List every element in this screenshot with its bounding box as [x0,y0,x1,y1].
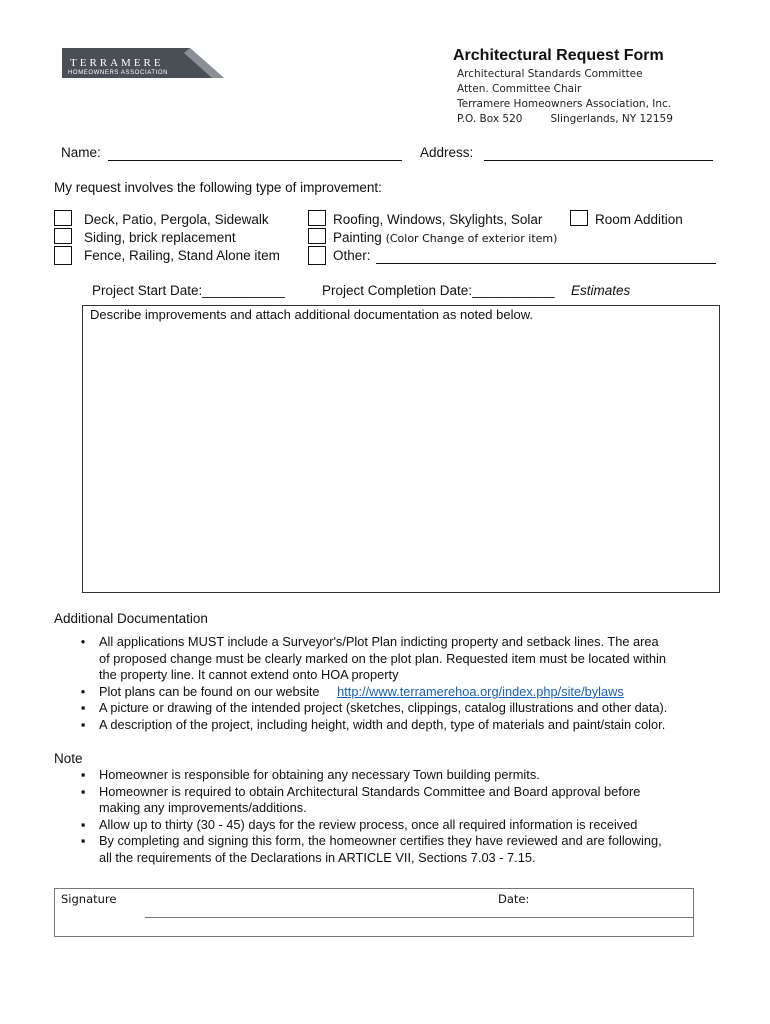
option-deck-patio: Deck, Patio, Pergola, Sidewalk [84,212,269,227]
signature-box [54,888,694,937]
painting-label: Painting [333,230,382,245]
item-line: all the requirements of the Declarations in ARTICLE VII, Sections 7.03 - 7.15. [99,849,536,865]
item-text: Allow up to thirty (30 - 45) days for the review process, once all required information is received [99,816,638,832]
date-label: Date: [498,892,530,906]
note-heading: Note [54,751,83,766]
painting-checkbox[interactable] [308,228,326,244]
list-item [76,767,736,784]
project-start-date[interactable]: Project Start Date:___________ [92,283,285,298]
painting-note: (Color Change of exterior item) [385,232,558,245]
city-state-zip: Slingerlands, NY 12159 [550,113,673,125]
room-addition-checkbox[interactable] [570,210,588,226]
bullet-icon: ▪ [80,783,86,799]
option-other: Other: [333,248,371,263]
item-text: A picture or drawing of the intended project (sketches, clippings, catalog illustrations and other data). [99,700,668,716]
list-item [76,684,736,701]
name-label: Name: [61,145,101,160]
logo-name: TERRAMERE [70,57,164,69]
description-textarea[interactable] [82,305,720,593]
attention-line: Atten. Committee Chair [457,83,582,95]
committee-line: Architectural Standards Committee [457,68,643,80]
po-box-line [457,113,673,125]
address-label: Address: [420,145,474,160]
estimates-note: Estimates [571,283,631,298]
bullet-icon: ▪ [80,716,86,732]
signature-field[interactable] [145,917,693,918]
option-roofing: Roofing, Windows, Skylights, Solar [333,212,543,227]
list-item [76,784,736,817]
list-item [76,634,736,684]
option-painting [333,230,557,245]
other-checkbox[interactable] [308,246,326,265]
description-prompt: Describe improvements and attach additional documentation as noted below. [90,307,533,322]
bullet-icon: ▪ [80,700,86,716]
signature-label: Signature [61,892,117,906]
address-field[interactable] [484,160,713,161]
form-title: Architectural Request Form [453,47,664,64]
bullet-icon: • [80,634,86,649]
additional-documentation-list [76,634,736,734]
name-field[interactable] [108,160,402,161]
item-line: making any improvements/additions. [99,800,307,816]
plot-plans-text: Plot plans can be found on our website [99,683,320,699]
option-fence: Fence, Railing, Stand Alone item [84,248,280,263]
project-completion-date[interactable]: Project Completion Date:___________ [322,283,555,298]
additional-documentation-heading: Additional Documentation [54,611,208,626]
note-list [76,767,736,867]
option-siding: Siding, brick replacement [84,230,236,245]
item-line: of proposed change must be clearly marked on the plot plan. Requested item must be located within [99,650,666,666]
item-line: All applications MUST include a Surveyor's/Plot Plan indicting property and setback lines. The area [99,634,659,649]
bullet-icon: ▪ [80,767,86,782]
roofing-checkbox[interactable] [308,210,326,226]
list-item [76,700,736,717]
list-item [76,717,736,734]
list-item [76,833,736,866]
bullet-icon: ▪ [80,816,86,832]
po-box: P.O. Box 520 [457,113,523,125]
bullet-icon: ▪ [80,833,86,849]
item-line: Homeowner is required to obtain Architectural Standards Committee and Board approval before [99,783,641,799]
fence-checkbox[interactable] [54,246,72,265]
improvement-intro: My request involves the following type of improvement: [54,180,382,195]
item-text: A description of the project, including height, width and depth, type of materials and paint/stain color. [99,716,666,732]
deck-patio-checkbox[interactable] [54,210,72,226]
siding-checkbox[interactable] [54,228,72,244]
other-field[interactable] [376,263,716,264]
item-line: By completing and signing this form, the homeowner certifies they have reviewed and are following, [99,833,662,849]
list-item [76,817,736,834]
option-room-addition: Room Addition [595,212,683,227]
terramere-logo [62,48,224,78]
item-line: the property line. It cannot extend onto HOA property [99,667,399,683]
logo-subtitle: HOMEOWNERS ASSOCIATION [68,70,169,76]
bullet-icon: • [80,683,86,699]
bylaws-link[interactable]: http://www.terramerehoa.org/index.php/site/bylaws [337,683,624,699]
item-text: Homeowner is responsible for obtaining any necessary Town building permits. [99,767,540,782]
association-line: Terramere Homeowners Association, Inc. [457,98,672,110]
